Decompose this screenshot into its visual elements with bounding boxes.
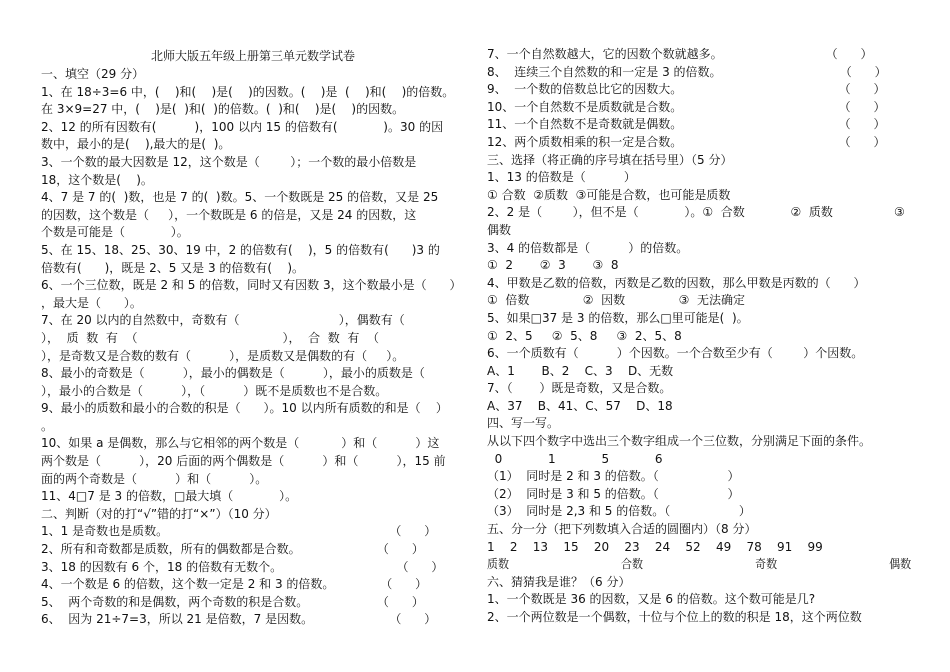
text-line: 的因数，这个数是（ ），一个数既是 6 的倍是，又是 24 的因数，这 — [41, 207, 417, 222]
text-line: 两个数是（ ），20 后面的两个偶数是（ ）和（ ），15 前 — [41, 454, 446, 469]
text-line: （1） 同时是 2 和 3 的倍数。（ ） — [487, 469, 740, 484]
text-line: ① 合数 ②质数 ③可能是合数，也可能是质数 — [487, 187, 731, 202]
text-line: 六、猜猜我是谁？（6 分） — [487, 574, 631, 589]
text-line: 2、所有和奇数都是质数，所有的偶数都是合数。 （ ） — [41, 542, 424, 557]
page-title: 北师大版五年级上册第三单元数学试卷 — [150, 49, 355, 63]
text-line: 4、一个数是 6 的倍数，这个数一定是 2 和 3 的倍数。 （ ） — [41, 577, 428, 592]
text-line: 质数 合数 奇数 偶数 — [487, 557, 912, 572]
text-line: 从以下四个数字中选出三个数字组成一个三位数，分别满足下面的条件。 — [487, 434, 872, 449]
text-line: ① 2 ② 3 ③ 8 — [487, 258, 619, 273]
text-line: A、1 B、2 C、3 D、无数 — [487, 363, 674, 378]
text-line: 10、如果 a 是偶数，那么与它相邻的两个数是（ ）和（ ）这 — [41, 436, 440, 451]
text-line: 数中，最小的是( ),最大的是( )。 — [41, 137, 231, 152]
text-line: 3、18 的因数有 6 个，18 的倍数有无数个。 （ ） — [41, 559, 444, 574]
text-line: 个数是可能是（ ）。 — [41, 225, 189, 240]
text-line: 1、在 18÷3=6 中，( )和( )是( )的因数。( )是 ( )和( )的倍数。 — [41, 84, 455, 99]
text-line: ① 2、5 ② 5、8 ③ 2、5、8 — [487, 328, 682, 343]
text-line: 0 1 5 6 — [487, 451, 663, 466]
text-line: 在 3×9=27 中，( )是( )和( )的倍数。( )和( )是( )的因数。 — [41, 102, 405, 117]
text-line: 2、12 的所有因数有( )，100 以内 15 的倍数有( )。30 的因 — [41, 119, 444, 134]
left-column — [41, 66, 465, 629]
text-line: ，最大是（ ）。 — [41, 295, 142, 310]
text-line: 2、一个两位数是一个偶数，十位与个位上的数的积是 18，这个两位数 — [487, 610, 862, 624]
text-line: 10、一个自然数不是质数就是合数。 （ ） — [487, 99, 886, 114]
text-line: 面的两个奇数是（ ）和（ ）。 — [41, 471, 268, 486]
text-line: 7、一个自然数越大，它的因数个数就越多。 （ ） — [487, 47, 873, 61]
text-line: 5、 两个奇数的和是偶数，两个奇数的积是合数。 （ ） — [41, 594, 424, 609]
text-line: 3、一个数的最大因数是 12，这个数是（ ）；一个数的最小倍数是 — [41, 154, 417, 169]
text-line: 6、 因为 21÷7=3，所以 21 是倍数，7 是因数。 （ ） — [41, 612, 437, 627]
text-line: 。 — [41, 418, 54, 433]
text-line: 4、甲数是乙数的倍数，丙数是乙数的因数，那么甲数是丙数的（ ） — [487, 275, 866, 290]
text-line: ），是奇数又是合数的数有（ ），是质数又是偶数的有（ ）。 — [41, 348, 405, 363]
text-line: 8、最小的奇数是（ ），最小的偶数是（ ），最小的质数是（ — [41, 366, 425, 381]
text-line: 1 2 13 15 20 23 24 52 49 78 91 99 — [487, 539, 823, 554]
text-line: 1、1 是奇数也是质数。 （ ） — [41, 524, 437, 539]
text-line: ）， 质 数 有 （ ）， 合 数 有 （ — [41, 330, 379, 345]
text-line: 11、一个自然数不是奇数就是偶数。 （ ） — [487, 117, 886, 132]
text-line: 9、最小的质数和最小的合数的积是（ ）。10 以内所有质数的和是（ ） — [41, 401, 448, 416]
text-line: 5、在 15、18、25、30、19 中，2 的倍数有( )，5 的倍数有( )3 的 — [41, 242, 440, 257]
text-line: ① 倍数 ② 因数 ③ 无法确定 — [487, 293, 745, 308]
text-line: 12、两个质数相乘的积一定是合数。 （ ） — [487, 134, 886, 149]
text-line: 1、一个数既是 36 的因数，又是 6 的倍数。这个数可能是几? — [487, 592, 816, 607]
text-line: 二、判断（对的打“√”错的打“×”）（10 分） — [41, 506, 277, 521]
text-line: A、37 B、41、C、57 D、18 — [487, 398, 673, 413]
text-line: 五、分一分（把下列数填入合适的圆圈内）（8 分） — [487, 522, 757, 537]
text-line: 2、2 是（ ），但不是（ ）。① 合数 ② 质数 ③ — [487, 205, 905, 220]
text-line: 7、（ ）既是奇数，又是合数。 — [487, 381, 672, 396]
text-line: 18，这个数是( )。 — [41, 172, 153, 187]
text-line: 11、4□7 是 3 的倍数，□最大填（ ）。 — [41, 489, 298, 504]
text-line: 倍数有( )，既是 2、5 又是 3 的倍数有( )。 — [41, 260, 305, 275]
text-line: 四、写一写。 — [487, 416, 560, 431]
text-line: 7、在 20 以内的自然数中，奇数有（ ），偶数有（ — [41, 313, 405, 328]
text-line: 4、7 是 7 的( )数，也是 7 的( )数。5、一个数既是 25 的倍数，又是 25 — [41, 190, 439, 205]
text-line: 6、一个质数有（ ）个因数。一个合数至少有（ ）个因数。 — [487, 346, 864, 361]
text-line: 偶数 — [487, 222, 512, 237]
right-column — [487, 46, 911, 627]
text-line: 5、如果□37 是 3 的倍数，那么□里可能是( )。 — [487, 310, 749, 325]
text-line: 1、13 的倍数是（ ） — [487, 170, 636, 185]
text-line: （2） 同时是 3 和 5 的倍数。（ ） — [487, 486, 740, 501]
text-line: 6、一个三位数，既是 2 和 5 的倍数，同时又有因数 3，这个数最小是（ ） — [41, 278, 462, 293]
text-line: 一、填空（29 分） — [41, 67, 145, 81]
text-line: 8、 连续三个自然数的和一定是 3 的倍数。 （ ） — [487, 64, 887, 79]
text-line: 9、 一个数的倍数总比它的因数大。 （ ） — [487, 82, 886, 97]
text-line: ），最小的合数是（ ），（ ）既不是质数也不是合数。 — [41, 383, 388, 398]
text-line: 3、4 的倍数都是（ ）的倍数。 — [487, 240, 689, 255]
text-line: 三、选择（将正确的序号填在括号里）（5 分） — [487, 152, 733, 167]
text-line: （3） 同时是 2,3 和 5 的倍数。（ ） — [487, 504, 751, 519]
